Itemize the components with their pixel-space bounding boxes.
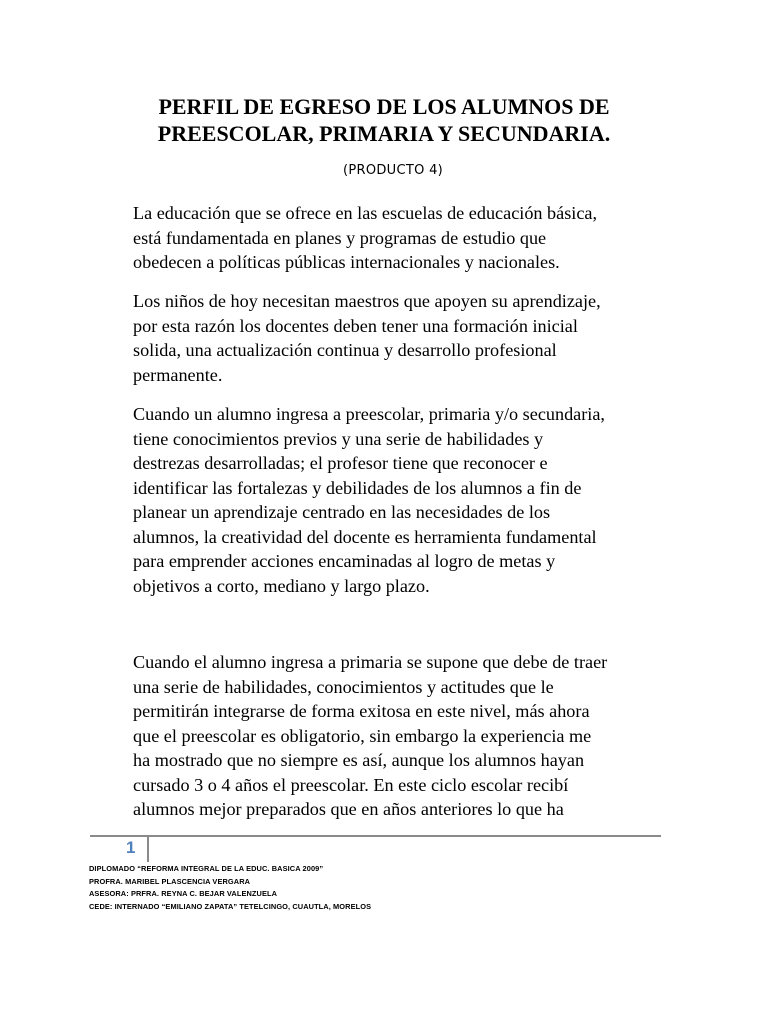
paragraph-line: permanente. xyxy=(133,364,223,385)
footer-divider xyxy=(90,835,661,837)
paragraph-line: Los niños de hoy necesitan maestros que apoyen su aprendizaje, xyxy=(133,291,601,311)
document-subtitle xyxy=(100,163,668,179)
paragraph-line: una serie de habilidades, conocimientos y actitudes que le xyxy=(133,676,554,697)
paragraph-line: obedecen a políticas públicas internacionales y nacionales. xyxy=(133,252,560,272)
paragraph xyxy=(133,650,678,822)
title-line: PERFIL DE EGRESO DE LOS ALUMNOS DE xyxy=(158,94,610,119)
paragraph-line: destrezas desarrolladas; el profesor tiene que reconocer e xyxy=(133,453,548,473)
paragraph-line: La educación que se ofrece en las escuelas de educación básica, xyxy=(133,203,598,223)
paragraph-line: por esta razón los docentes deben tener una formación inicial xyxy=(133,315,578,336)
paragraph-line: planear un aprendizaje centrado en las necesidades de los xyxy=(133,502,551,522)
document-title xyxy=(100,93,668,147)
footer-line: PROFRA. MARIBEL PLASCENCIA VERGARA xyxy=(89,876,251,886)
subtitle-text: (PRODUCTO 4) xyxy=(342,163,444,178)
paragraph-line: permitirán integrarse de forma exitosa en este nivel, más ahora xyxy=(133,701,590,721)
paragraph-line: cursado 3 o 4 años el preescolar. En este ciclo escolar recibí xyxy=(133,774,569,795)
footer-line: DIPLOMADO “REFORMA INTEGRAL DE LA EDUC. BASICA 2009” xyxy=(89,864,324,873)
paragraph xyxy=(133,201,678,275)
page-number-separator xyxy=(147,836,149,862)
paragraph-line: está fundamentada en planes y programas de estudio que xyxy=(133,227,547,248)
footer-line: ASESORA: PRFRA. REYNA C. BEJAR VALENZUELA xyxy=(89,889,278,899)
paragraph xyxy=(133,402,678,598)
page-number: 1 xyxy=(126,838,136,857)
paragraph-line: Cuando el alumno ingresa a primaria se supone que debe de traer xyxy=(133,652,608,672)
footer xyxy=(89,863,689,913)
title-line: PREESCOLAR, PRIMARIA Y SECUNDARIA. xyxy=(157,121,611,146)
footer-line: CEDE: INTERNADO “EMILIANO ZAPATA” TETELCINGO, CUAUTLA, MORELOS xyxy=(89,901,372,911)
paragraph xyxy=(133,289,678,387)
paragraph-line: identificar las fortalezas y debilidades de los alumnos a fin de xyxy=(133,477,582,498)
paragraph-line: Cuando un alumno ingresa a preescolar, primaria y/o secundaria, xyxy=(133,404,605,424)
paragraph-line: objetivos a corto, mediano y largo plazo. xyxy=(133,575,430,596)
paragraph-line: alumnos mejor preparados que en años anteriores lo que ha xyxy=(133,799,564,819)
paragraph-line: tiene conocimientos previos y una serie de habilidades y xyxy=(133,428,544,449)
paragraph-line: alumnos, la creatividad del docente es herramienta fundamental xyxy=(133,526,597,547)
paragraph-line: solida, una actualización continua y desarrollo profesional xyxy=(133,340,557,360)
paragraph-line: que el preescolar es obligatorio, sin embargo la experiencia me xyxy=(133,725,592,746)
paragraph-line: para emprender acciones encaminadas al logro de metas y xyxy=(133,551,556,571)
paragraph-line: ha mostrado que no siempre es así, aunque los alumnos hayan xyxy=(133,750,585,770)
